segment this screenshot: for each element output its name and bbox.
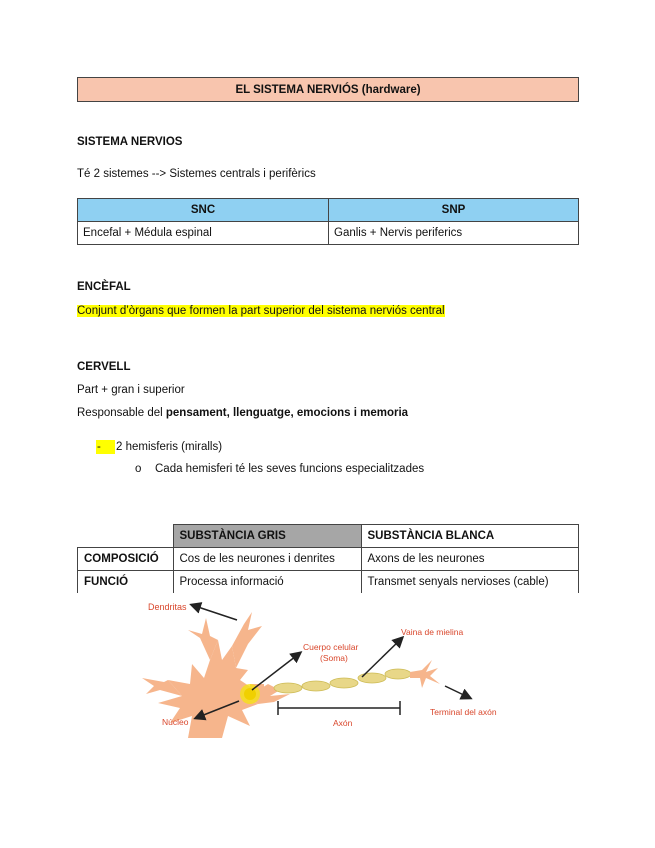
bullet-dash: - xyxy=(97,441,101,453)
arrow-dendritas xyxy=(192,605,237,620)
cervell-line1: Part + gran i superior xyxy=(77,384,185,396)
myelin-sheath xyxy=(274,669,411,693)
cervell-line2-bold: pensament, llenguatge, emocions i memoria xyxy=(165,407,409,419)
myelin-segment xyxy=(358,673,386,683)
terminal-shape xyxy=(410,660,440,688)
sistema-line: Té 2 sistemes --> Sistemes centrals i perifèrics xyxy=(77,168,316,180)
row-label: COMPOSICIÓ xyxy=(78,548,174,571)
cell-blanca: Transmet senyals nervioses (cable) xyxy=(361,571,579,594)
label-vaina: Vaina de mielina xyxy=(401,627,464,637)
myelin-segment xyxy=(385,669,411,679)
myelin-segment xyxy=(330,678,358,688)
label-soma: (Soma) xyxy=(320,653,348,663)
empty-corner-cell xyxy=(78,525,174,548)
table-row xyxy=(78,222,579,245)
label-nucleo: Núcleo xyxy=(162,717,189,727)
label-dendritas: Dendritas xyxy=(148,602,187,612)
myelin-segment xyxy=(274,683,302,693)
cell-blanca: Axons de les neurones xyxy=(361,548,579,571)
snc-snp-table xyxy=(77,198,579,245)
sistema-heading: SISTEMA NERVIOS xyxy=(77,136,183,148)
header-gris: SUBSTÀNCIA GRIS xyxy=(173,525,361,548)
header-snp: SNP xyxy=(329,199,579,222)
label-axon: Axón xyxy=(333,718,353,728)
table-row xyxy=(78,571,579,594)
cell-snp: Ganlis + Nervis periferics xyxy=(329,222,579,245)
page-title: EL SISTEMA NERVIÓS (hardware) xyxy=(77,77,579,102)
axon-terminal xyxy=(410,660,440,688)
cervell-line2 xyxy=(77,406,408,420)
header-blanca: SUBSTÀNCIA BLANCA xyxy=(361,525,579,548)
sub-bullet-item: Cada hemisferi té les seves funcions especialitzades xyxy=(155,463,425,475)
myelin-segment xyxy=(302,681,330,691)
cell-gris: Processa informació xyxy=(173,571,361,594)
cervell-line2-prefix: Responsable del xyxy=(77,407,166,419)
cell-gris: Cos de les neurones i denrites xyxy=(173,548,361,571)
label-terminal: Terminal del axón xyxy=(430,707,497,717)
table-header-row xyxy=(78,199,579,222)
label-cuerpo: Cuerpo celular xyxy=(303,642,359,652)
header-snc: SNC xyxy=(78,199,329,222)
encefal-heading: ENCÈFAL xyxy=(77,281,131,293)
table-row xyxy=(78,548,579,571)
cervell-heading: CERVELL xyxy=(77,361,131,373)
highlighted-definition: Conjunt d’òrgans que formen la part superior del sistema nerviós central xyxy=(77,305,445,317)
encefal-definition xyxy=(77,304,445,318)
substance-table xyxy=(77,524,579,593)
row-label: FUNCIÓ xyxy=(78,571,174,594)
arrow-terminal xyxy=(445,686,470,698)
nucleus xyxy=(244,688,256,700)
sub-bullet-marker: o xyxy=(135,463,142,475)
table-header-row xyxy=(78,525,579,548)
bullet-item: 2 hemisferis (miralls) xyxy=(116,441,223,453)
neuron-diagram xyxy=(140,598,520,738)
cell-snc: Encefal + Médula espinal xyxy=(78,222,329,245)
